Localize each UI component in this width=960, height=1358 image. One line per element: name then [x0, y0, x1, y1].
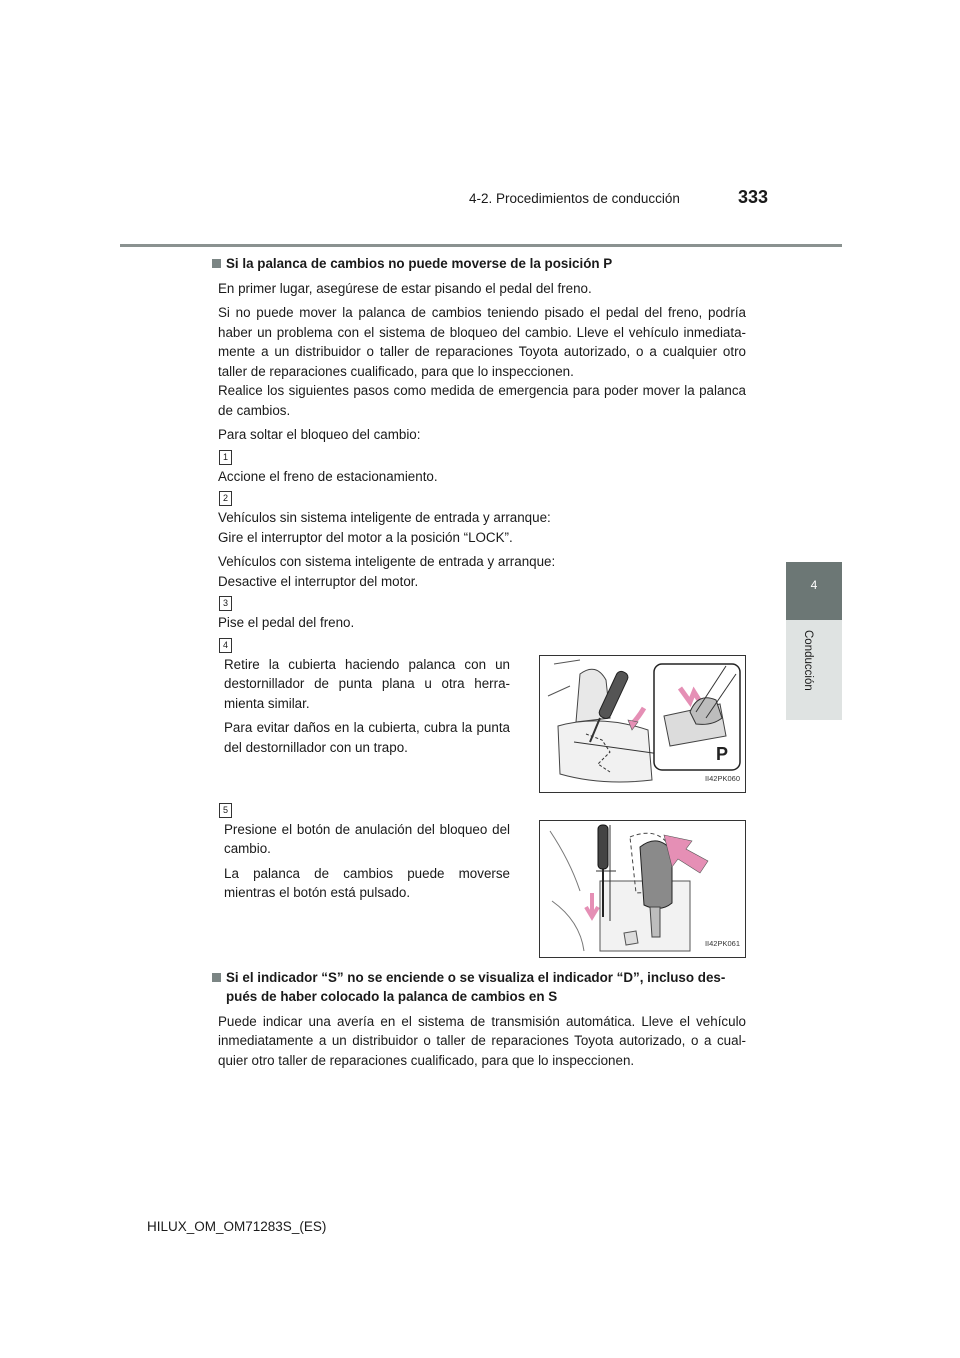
side-rail — [786, 620, 842, 720]
step-text: Presione el botón de anulación del bloqueo del cambio. — [224, 821, 510, 856]
step-note: La palanca de cambios puede moverse mientras el botón está pulsado. — [224, 865, 510, 900]
step-note: Para evitar daños en la cubierta, cubra la punta del destornillador con un trapo. — [224, 720, 510, 755]
paragraph: Si no puede mover la palanca de cambios teniendo pisado el pedal del freno, podría haber un problema con el sistema de bloqueo del cambio. Lleve el vehículo inmediata-mente a un distribuidor o taller de reparaciones Toyota autorizado, o a cualquier otro taller de reparaciones cualificado, para que lo inspeccionen. — [218, 305, 746, 379]
step-badge: 3 — [219, 596, 232, 611]
step-badge: 1 — [219, 450, 232, 465]
step-text: Vehículos con sistema inteligente de entrada y arranque: — [218, 554, 556, 569]
step-3 — [212, 596, 746, 633]
step-4 — [212, 638, 746, 793]
step-text: Desactive el interruptor del motor. — [218, 573, 419, 589]
paragraph: En primer lugar, asegúrese de estar pisando el pedal del freno. — [218, 280, 592, 296]
content — [212, 254, 746, 1070]
section-heading: Si la palanca de cambios no puede moverse de la posición P — [212, 254, 746, 274]
step-badge: 2 — [219, 491, 232, 506]
step-text: Vehículos sin sistema inteligente de entrada y arranque: — [218, 510, 551, 525]
step-text: Gire el interruptor del motor a la posición “LOCK”. — [218, 529, 513, 545]
step-badge: 5 — [219, 803, 232, 818]
figure-code: II42PK060 — [704, 774, 740, 783]
page-number: 333 — [738, 187, 769, 207]
section-title: 4-2. Procedimientos de conducción — [469, 191, 680, 206]
side-tab-number: 4 — [810, 578, 818, 592]
side-tab-label: Conducción — [802, 630, 814, 691]
figure-code: II42PK061 — [704, 939, 740, 948]
step-text: Pise el pedal del freno. — [218, 615, 355, 630]
step-1 — [212, 450, 746, 487]
section-heading: Si el indicador “S” no se enciende o se visualiza el indicador “D”, incluso des-pués de haber colocado la palanca de cambios en S — [212, 968, 746, 1007]
figure-press-button — [539, 820, 746, 958]
paragraph: Realice los siguientes pasos como medida de emergencia para poder mover la palanca de cambios. — [218, 383, 746, 418]
paragraph: Puede indicar una avería en el sistema de transmisión automática. Lleve el vehículo inmediatamente a un distribuidor o taller de reparaciones Toyota autorizado, o a cual-quier otro taller de reparaciones cualificado, para que lo inspeccionen. — [218, 1013, 746, 1068]
header-rule — [120, 244, 842, 247]
paragraph: Para soltar el bloqueo del cambio: — [218, 427, 421, 442]
figure-remove-cover — [539, 655, 746, 793]
step-text: Accione el freno de estacionamiento. — [218, 468, 438, 484]
step-2 — [212, 491, 746, 591]
footer-doc-id: HILUX_OM_OM71283S_(ES) — [147, 1219, 327, 1234]
step-text: Retire la cubierta haciendo palanca con un destornillador de punta plana u otra herra-mienta similar. — [224, 656, 510, 711]
step-5 — [212, 803, 746, 958]
figure-letter: P — [716, 743, 729, 764]
step-badge: 4 — [219, 638, 232, 653]
